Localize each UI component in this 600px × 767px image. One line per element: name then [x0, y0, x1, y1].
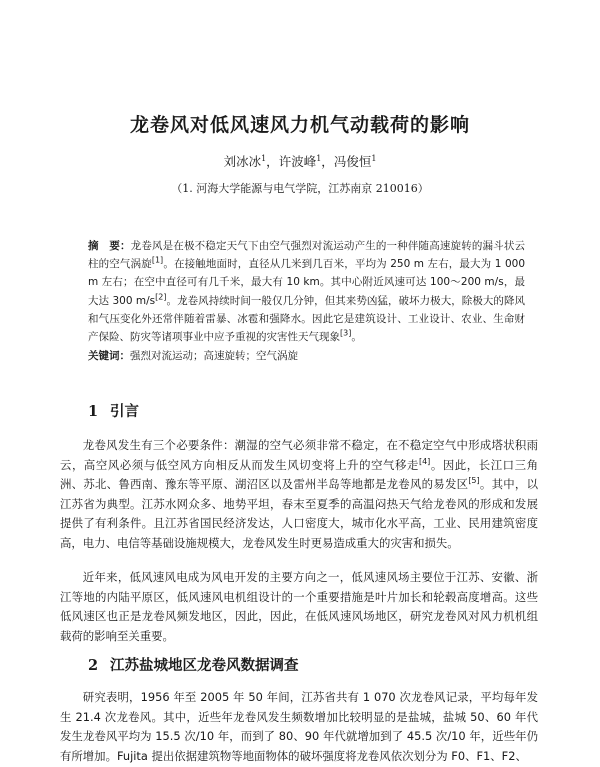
paragraph-text: 龙卷风发生有三个必要条件：潮湿的空气必须非常不稳定，在不稳定空气中形成塔状积雨云，高空风必须与低空风方向相反从而发生风切变将上升的空气移走 — [60, 438, 538, 472]
abstract-text: 。在接触地面时，直径从几米到几百米，平均为 250 m 左右，最大为 1 000 m 左右；在空中直径可有几千米，最大有 10 km。其中心附近风速可达 100～200 m/s，最大达 300 m/s — [88, 258, 525, 307]
paragraph-text: 近年来，低风速风电成为风电开发的主要方向之一，低风速风场主要位于江苏、安徽、浙江等地的内陆平原区，低风速风电机组设计的一个重要措施是叶片加长和轮毂高度增高。这些低风速区也正是龙卷风频发地区，因此，因此，在低风速风场地区，研究龙卷风对风力机机组载荷的影响至关重要。 — [60, 570, 538, 643]
body-paragraph — [60, 568, 538, 646]
author-separator: ， — [321, 154, 334, 169]
abstract-text: 龙卷风是在极不稳定天气下由空气强烈对流运动产生的一种伴随高速旋转的漏斗状云柱的空气涡旋 — [88, 240, 526, 271]
author-name: 许波峰 — [278, 154, 317, 169]
author-affil-mark: 1 — [371, 153, 377, 163]
abstract-label: 摘 要： — [88, 240, 131, 252]
paragraph-text: 。其中，以江苏省为典型。江苏水网众多、地势平坦，春末至夏季的高温闷热天气给龙卷风的形成和发展提供了有利条件。且江苏省国民经济发达，人口密度大，城市化水平高，工业、民用建筑密度高，电力、电信等基础设施规模大，龙卷风发生时更易造成重大的灾害和损失。 — [60, 477, 538, 550]
body-paragraph — [60, 436, 538, 554]
section-title: 江苏盐城地区龙卷风数据调查 — [110, 657, 299, 674]
citation: [3] — [340, 328, 352, 338]
paper-title: 龙卷风对低风速风力机气动载荷的影响 — [129, 114, 470, 136]
keywords-text: 强烈对流运动；高速旋转；空气涡旋 — [130, 350, 298, 362]
keywords — [88, 347, 525, 365]
body-paragraph — [60, 688, 538, 766]
citation: [4] — [418, 456, 431, 466]
section-number: 1 — [88, 403, 99, 420]
paragraph-text: 研究表明，1956 年至 2005 年 50 年间，江苏省共有 1 070 次龙卷风记录，平均每年发生 21.4 次龙卷风。其中，近些年龙卷风发生频数增加比较明显的是盐城，盐城 50、60 年代发生龙卷风平均为 15.5 次/10 年，而到了 80、90 年代就增加到了 45.5 次/10 年，近些年仍有所增加。Fujita 提出依据建筑物等地面物体的破坏强度将龙卷风依次划分为 F0、F1、F2、 — [60, 690, 538, 763]
citation: [5] — [468, 476, 480, 486]
author-affil-mark: 1 — [261, 153, 267, 163]
affiliation: （1. 河海大学能源与电气学院，江苏南京 210016） — [171, 182, 429, 195]
section-heading — [88, 400, 139, 421]
author-list — [0, 152, 600, 170]
abstract — [88, 237, 525, 346]
author-affil-mark: 1 — [316, 153, 322, 163]
section-title: 引言 — [110, 403, 139, 420]
author-name: 冯俊恒 — [333, 154, 372, 169]
author-name: 刘冰冰 — [223, 154, 262, 169]
author-separator: ， — [266, 154, 279, 169]
keywords-label: 关键词： — [88, 350, 130, 362]
citation: [1] — [151, 255, 164, 265]
paragraph-text: 。因此，长江口三角洲、苏北、鲁西南、豫东等平原、湖沼区以及雷州半岛等地都是龙卷风的易发区 — [60, 457, 538, 492]
section-number: 2 — [88, 657, 99, 674]
abstract-text: 。龙卷风持续时间一般仅几分钟，但其来势凶猛，破坏力极大，除极大的降风和气压变化外还常伴随着雷暴、冰雹和强降水。因此它是建筑设计、工业设计、农业、生命财产保险、防灾等诸项事业中应予重视的灾害性天气现象 — [88, 294, 526, 344]
abstract-text: 。 — [351, 331, 362, 344]
citation: [2] — [155, 292, 167, 302]
section-heading — [88, 654, 299, 675]
